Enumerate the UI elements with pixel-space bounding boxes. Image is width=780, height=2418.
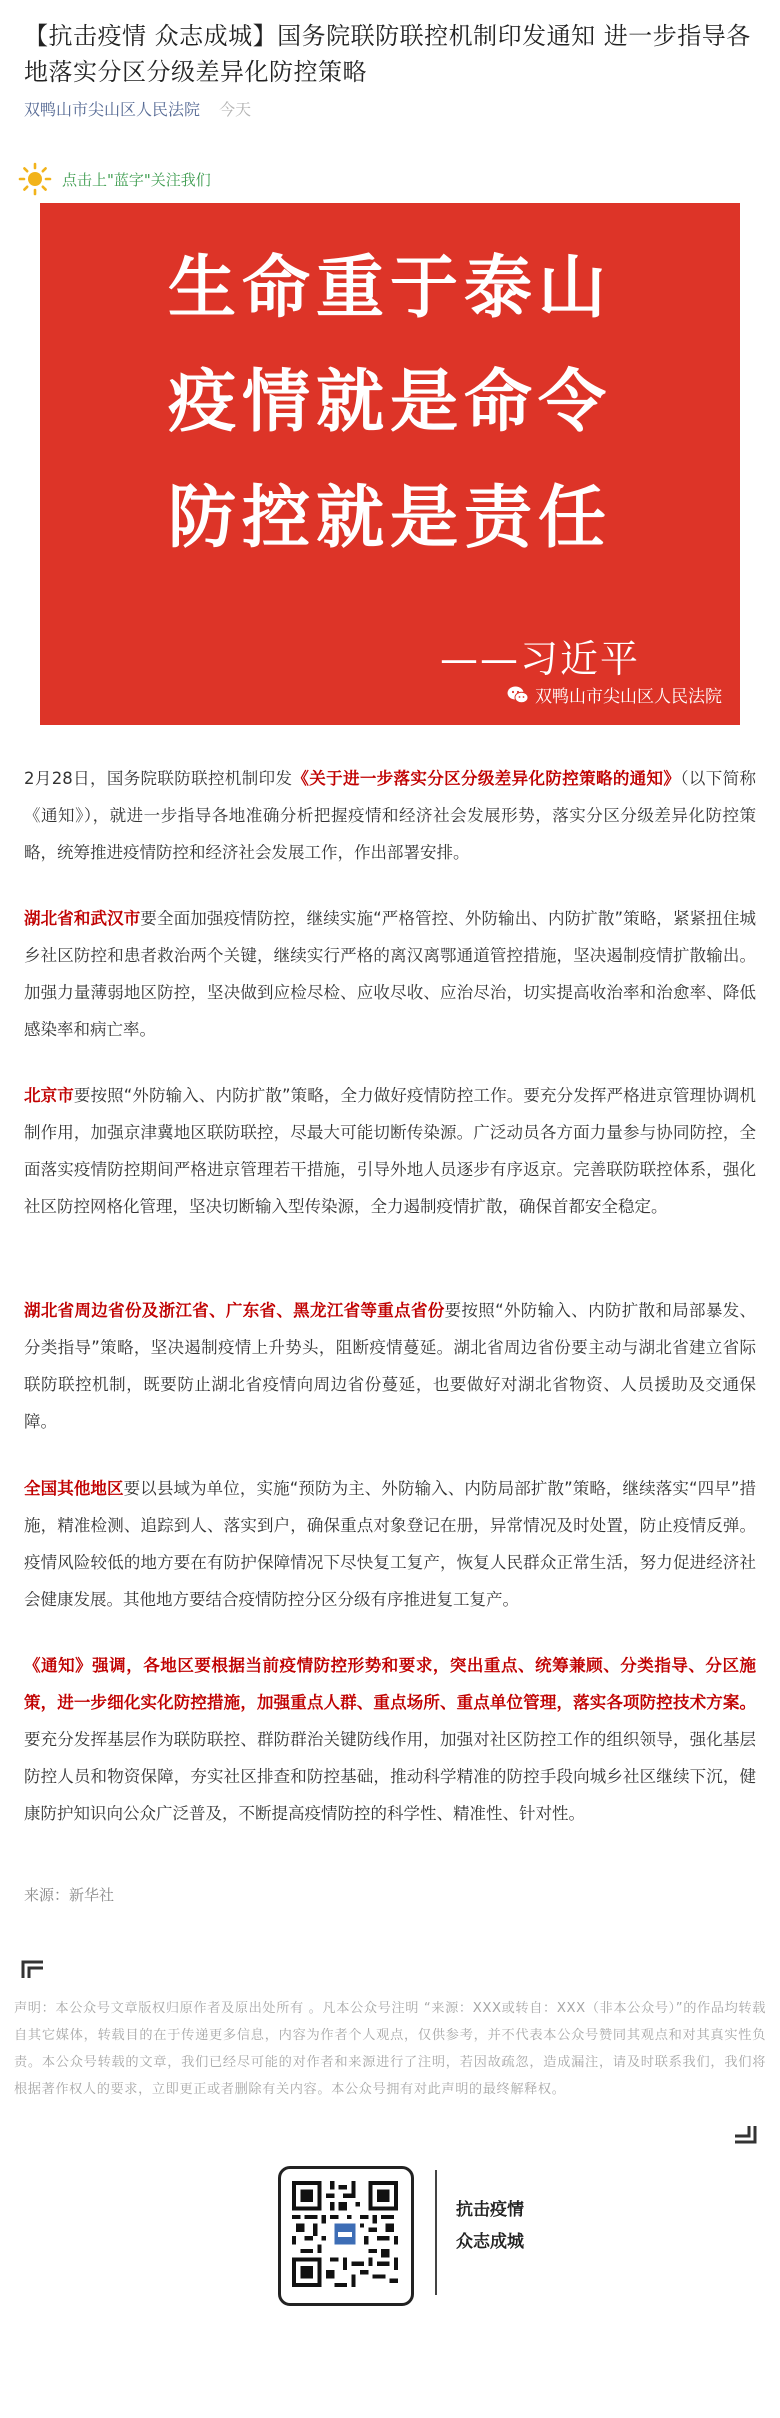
qr-code-icon bbox=[292, 2181, 398, 2287]
article-meta bbox=[24, 98, 251, 122]
paragraph-2-text: 要全面加强疫情防控，继续实施“严格管控、外防输出、内防扩散”策略，紧紧扭住城乡社区防控和患者救治两个关键，继续实行严格的离汉离鄂通道管控措施，坚决遏制疫情扩散输出。加强力量薄弱地区防控，坚决做到应检尽检、应收尽收、应治尽治，切实提高收治率和治愈率、降低感染率和病亡率。 bbox=[24, 909, 756, 1039]
paragraph-1-text-c: （以下简称《通知》），就进一步指导各地准确分析把握疫情和经济社会发展形势，落实分区分级差异化防控策略，统筹推进疫情防控和经济社会发展工作，作出部署安排。 bbox=[24, 769, 757, 862]
paragraph-4 bbox=[24, 1292, 756, 1440]
footer-slogan bbox=[456, 2194, 524, 2258]
paragraph-3-text: 要按照“外防输入、内防扩散”策略，全力做好疫情防控工作。要充分发挥严格进京管理协调机制作用，加强京津冀地区联防联控，尽最大可能切断传染源。广泛动员各方面力量参与协同防控，全面落实疫情防控期间严格进京管理若干措施，引导外地人员逐步有序返京。完善联防联控体系，强化社区防控网格化管理，坚决切断输入型传染源，全力遏制疫情扩散，确保首都安全稳定。 bbox=[24, 1086, 756, 1216]
follow-text: 点击上"蓝字"关注我们 bbox=[62, 170, 211, 189]
wechat-icon bbox=[507, 685, 529, 705]
paragraph-3 bbox=[24, 1077, 756, 1225]
footer-slogan-line-2: 众志成城 bbox=[456, 2232, 524, 2252]
paragraph-6-highlight: 《通知》强调，各地区要根据当前疫情防控形势和要求，突出重点、统筹兼顾、分类指导、分区施策，进一步细化实化防控措施，加强重点人群、重点场所、重点单位管理，落实各项防控技术方案。 bbox=[24, 1656, 756, 1712]
paragraph-5-highlight: 全国其他地区 bbox=[24, 1479, 124, 1498]
footer-divider bbox=[435, 2170, 437, 2295]
qr-code-card[interactable] bbox=[278, 2166, 414, 2306]
notice-title-link: 《关于进一步落实分区分级差异化防控策略的通知》 bbox=[292, 769, 681, 788]
banner-signature: ——习近平 bbox=[440, 637, 641, 681]
paragraph-2 bbox=[24, 900, 756, 1048]
source-credit: 来源：新华社 bbox=[24, 1886, 115, 1904]
watermark-text: 双鸭山市尖山区人民法院 bbox=[535, 687, 722, 707]
paragraph-3-highlight: 北京市 bbox=[24, 1086, 74, 1105]
open-quote-icon bbox=[20, 1958, 46, 1980]
disclaimer-text: 声明：本公众号文章版权归原作者及原出处所有 。凡本公众号注明 “来源：XXX或转自：XXX（非本公众号）”的作品均转载自其它媒体，转载目的在于传递更多信息，内容为作者个人观点，仅供参考，并不代表本公众号赞同其观点和对其真实性负责。本公众号转载的文章，我们已经尽可能的对作者和来源进行了注明，若因故疏忽，造成漏注，请及时联系我们，我们将根据著作权人的要求，立即更正或者删除有关内容。本公众号拥有对此声明的最终解释权。 bbox=[14, 2001, 766, 2097]
article-title: 【抗击疫情 众志成城】国务院联防联控机制印发通知 进一步指导各地落实分区分级差异化防控策略 bbox=[24, 22, 751, 86]
sun-icon bbox=[18, 162, 52, 196]
paragraph-2-highlight: 湖北省和武汉市 bbox=[24, 909, 141, 928]
close-quote-icon bbox=[732, 2124, 758, 2146]
author-link[interactable]: 双鸭山市尖山区人民法院 bbox=[24, 100, 201, 119]
paragraph-5-text: 要以县域为单位，实施“预防为主、外防输入、内防局部扩散”策略，继续落实“四早”措施，精准检测、追踪到人、落实到户，确保重点对象登记在册，异常情况及时处置，防止疫情反弹。疫情风险较低的地方要在有防护保障情况下尽快复工复产，恢复人民群众正常生活，努力促进经济社会健康发展。其他地方要结合疫情防控分区分级有序推进复工复产。 bbox=[24, 1479, 756, 1609]
banner-line-1: 生命重于泰山 bbox=[167, 249, 612, 328]
paragraph-6 bbox=[24, 1647, 756, 1832]
paragraph-1-text-a: 2月28日，国务院联防联控机制印发 bbox=[24, 769, 293, 788]
publish-time: 今天 bbox=[219, 100, 252, 119]
banner-watermark bbox=[507, 682, 722, 707]
follow-prompt[interactable] bbox=[18, 162, 211, 196]
paragraph-5 bbox=[24, 1470, 756, 1618]
banner-line-2: 疫情就是命令 bbox=[167, 363, 612, 442]
paragraph-6-text: 要充分发挥基层作为联防联控、群防群治关键防线作用，加强对社区防控工作的组织领导，强化基层防控人员和物资保障，夯实社区排查和防控基础，推动科学精准的防控手段向城乡社区继续下沉，健康防护知识向公众广泛普及，不断提高疫情防控的科学性、精准性、针对性。 bbox=[24, 1730, 756, 1823]
paragraph-1 bbox=[24, 760, 756, 871]
footer-slogan-line-1: 抗击疫情 bbox=[456, 2200, 524, 2220]
paragraph-4-text: 要按照“外防输入、内防扩散和局部暴发、分类指导”策略，坚决遏制疫情上升势头，阻断疫情蔓延。湖北省周边省份要主动与湖北省建立省际联防联控机制，既要防止湖北省疫情向周边省份蔓延，也要做好对湖北省物资、人员援助及交通保障。 bbox=[24, 1301, 756, 1431]
paragraph-4-highlight: 湖北省周边省份及浙江省、广东省、黑龙江省等重点省份 bbox=[24, 1301, 445, 1320]
banner-image bbox=[40, 203, 740, 725]
banner-line-3: 防控就是责任 bbox=[167, 479, 612, 558]
